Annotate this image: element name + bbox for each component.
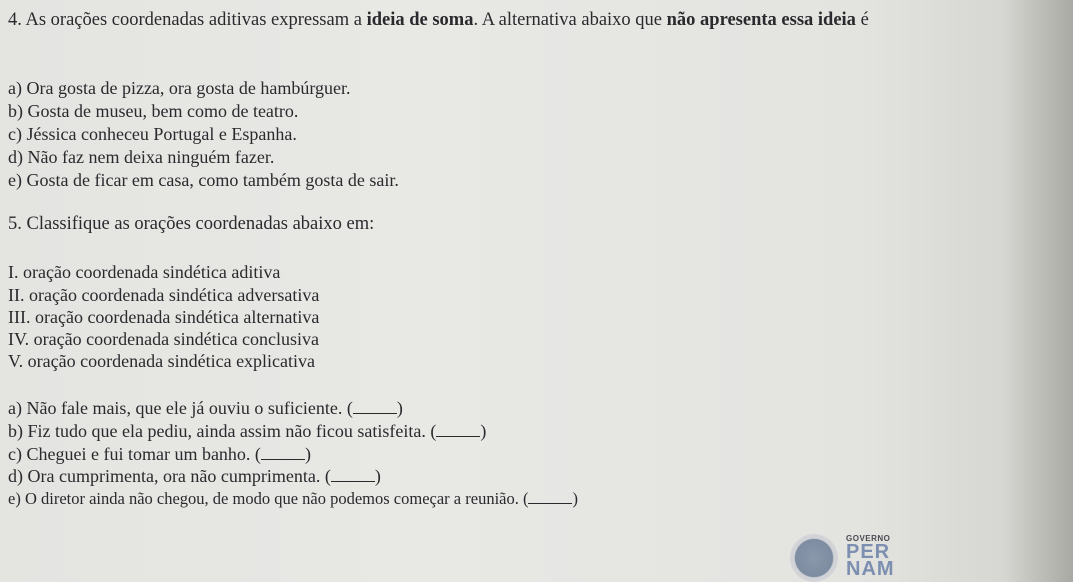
q4-bold-instruction: não apresenta essa ideia xyxy=(666,10,856,30)
q5-item-d: d) Ora cumprimenta, ora não cumprimenta. ( ) xyxy=(8,466,381,486)
q5-item-b: b) Fiz tudo que ela pediu, ainda assim não ficou satisfeita. ( ) xyxy=(8,421,487,441)
answer-blank[interactable] xyxy=(436,422,480,437)
logo-gov-text: GOVERNO xyxy=(846,534,891,543)
q4-option-c: c) Jéssica conheceu Portugal e Espanha. xyxy=(8,124,297,144)
government-logo xyxy=(790,530,900,582)
answer-blank[interactable] xyxy=(261,445,305,460)
q5-item-e: e) O diretor ainda não chegou, de modo que não podemos começar a reunião. ( ) xyxy=(8,489,578,508)
q5-type-ii: II. oração coordenada sindética adversativa xyxy=(8,285,320,305)
q5-type-iv: IV. oração coordenada sindética conclusiva xyxy=(8,329,320,349)
q4-option-d: d) Não faz nem deixa ninguém fazer. xyxy=(8,147,275,167)
logo-brand: PER NAM xyxy=(846,541,895,580)
q5-type-i: I. oração coordenada sindética aditiva xyxy=(8,262,281,282)
q5-type-iii: III. oração coordenada sindética alternativa xyxy=(8,307,320,327)
q4-option-e: e) Gosta de ficar em casa, como também gosta de sair. xyxy=(8,170,399,190)
q4-bold-term: ideia de soma xyxy=(366,10,474,30)
q5-item-a: a) Não fale mais, que ele já ouviu o suficiente. ( ) xyxy=(8,398,403,418)
q5-type-v: V. oração coordenada sindética explicativa xyxy=(8,351,316,371)
answer-blank[interactable] xyxy=(528,489,572,504)
page-edge-shadow xyxy=(1003,0,1073,582)
q4-mid: . A alternativa abaixo que xyxy=(473,10,667,30)
answer-blank[interactable] xyxy=(353,399,397,414)
q4-lead: 4. As orações coordenadas aditivas expressam a xyxy=(8,10,367,30)
q4-option-b: b) Gosta de museu, bem como de teatro. xyxy=(8,101,299,121)
q4-option-a: a) Ora gosta de pizza, ora gosta de hambúrguer. xyxy=(8,78,351,98)
q5-item-c: c) Cheguei e fui tomar um banho. ( ) xyxy=(8,444,311,464)
state-seal-icon xyxy=(790,534,838,582)
question-5-prompt: 5. Classifique as orações coordenadas abaixo em: xyxy=(8,214,375,234)
q4-tail: é xyxy=(855,10,869,30)
question-4-prompt xyxy=(8,10,869,30)
answer-blank[interactable] xyxy=(331,467,375,482)
